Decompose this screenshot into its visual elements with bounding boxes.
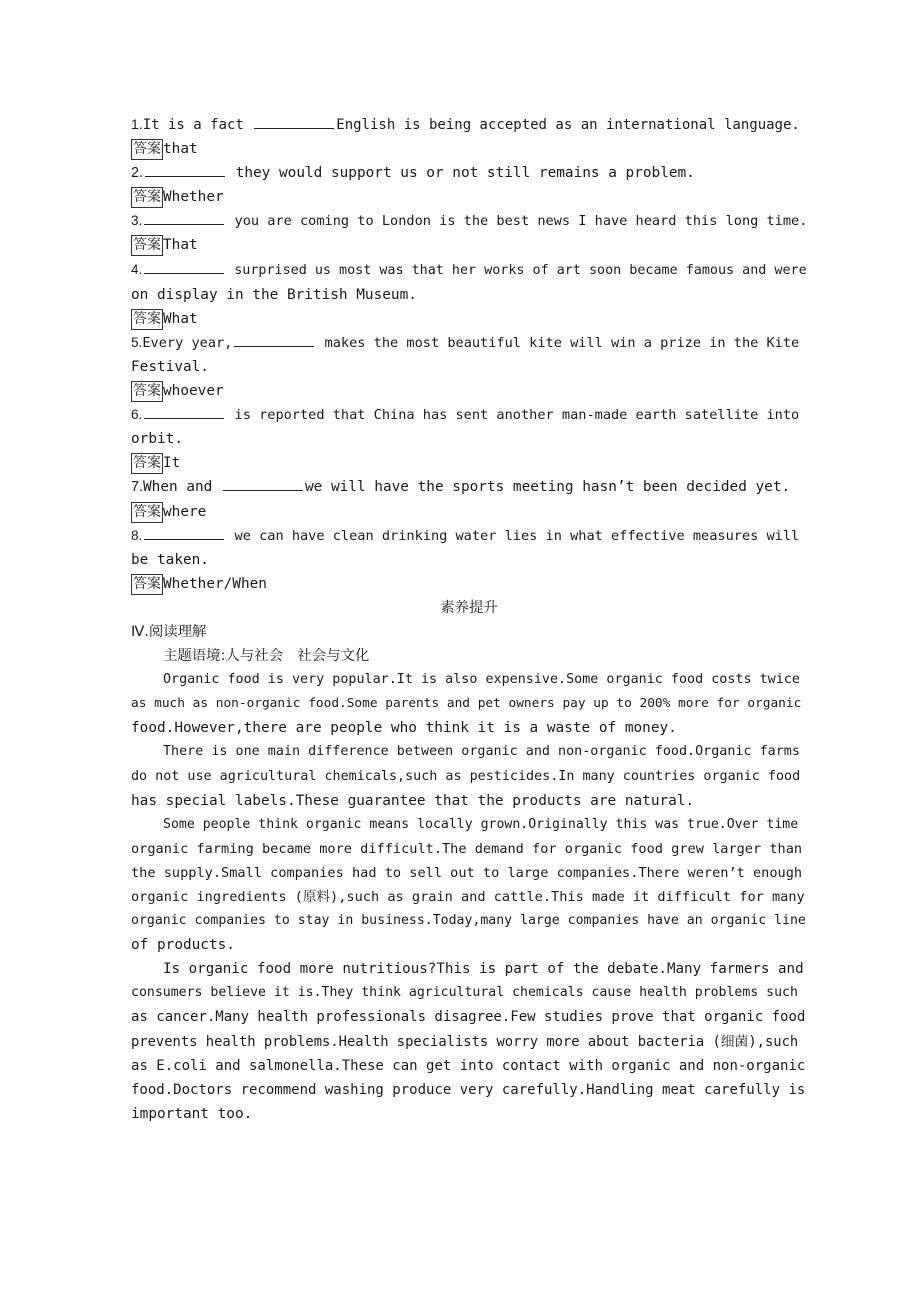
answer-tag: 答案 bbox=[131, 453, 163, 474]
question-6-continued: orbit. bbox=[131, 431, 183, 448]
theme-line: 主题语境:人与社会 社会与文化 bbox=[163, 648, 370, 665]
question-number: 1. bbox=[131, 116, 143, 132]
answer-5 bbox=[131, 379, 807, 403]
answer-text: where bbox=[163, 503, 207, 520]
question-number: 4. bbox=[131, 261, 143, 277]
answer-text: Whether bbox=[163, 189, 224, 206]
answer-text: What bbox=[163, 310, 198, 327]
answer-blank bbox=[144, 211, 224, 225]
answer-tag: 答案 bbox=[131, 187, 163, 208]
question-5 bbox=[131, 331, 807, 355]
question-number: 6. bbox=[131, 407, 143, 423]
question-text-after: you are coming to London is the best news I have heard this long time. bbox=[226, 213, 808, 230]
paragraph-line: There is one main difference between organic and non-organic food.Organic farms bbox=[163, 744, 800, 760]
question-number: 2. bbox=[131, 165, 144, 182]
paragraph-2 bbox=[131, 740, 807, 812]
answer-2 bbox=[131, 185, 807, 209]
answer-tag: 答案 bbox=[131, 574, 163, 595]
paragraph-line: as much as non-organic food.Some parents and pet owners pay up to 200% more for organic bbox=[131, 696, 802, 712]
question-text-after: is reported that China has sent another man-made earth satellite into bbox=[226, 407, 800, 424]
answer-blank bbox=[254, 115, 334, 129]
question-7 bbox=[131, 475, 807, 499]
answer-tag: 答案 bbox=[131, 309, 163, 330]
page-content bbox=[131, 112, 807, 1126]
paragraph-line: food.Doctors recommend washing produce very carefully.Handling meat carefully is bbox=[131, 1081, 806, 1098]
answer-text: That bbox=[163, 237, 198, 254]
paragraph-line: do not use agricultural chemicals,such as pesticides.In many countries organic food bbox=[131, 768, 801, 784]
question-5-continued: Festival. bbox=[131, 358, 209, 375]
question-1 bbox=[131, 112, 807, 137]
question-8-continued: be taken. bbox=[131, 551, 209, 568]
answer-tag: 答案 bbox=[131, 139, 163, 160]
answer-7 bbox=[131, 500, 807, 524]
passage bbox=[131, 668, 807, 1126]
paragraph-1 bbox=[131, 668, 807, 740]
question-6 bbox=[131, 403, 807, 427]
paragraph-4 bbox=[131, 957, 807, 1126]
paragraph-line: Organic food is very popular.It is also expensive.Some organic food costs twice bbox=[163, 672, 800, 688]
paragraph-line: of products. bbox=[131, 937, 235, 954]
question-text-before: Every year, bbox=[142, 334, 233, 351]
question-text-after: they would support us or not still remains a problem. bbox=[227, 165, 695, 182]
question-text-after: we will have the sports meeting hasn’t been decided yet. bbox=[305, 479, 791, 496]
answer-8 bbox=[131, 572, 807, 596]
question-number: 7. bbox=[131, 479, 144, 496]
answer-text: that bbox=[163, 141, 198, 158]
question-8 bbox=[131, 524, 807, 548]
question-text-after: we can have clean drinking water lies in what effective measures will bbox=[226, 527, 800, 544]
paragraph-line: food.However,there are people who think it is a waste of money. bbox=[131, 720, 677, 737]
answer-blank bbox=[144, 526, 224, 540]
paragraph-line: has special labels.These guarantee that the products are natural. bbox=[131, 792, 695, 809]
answer-tag: 答案 bbox=[131, 381, 163, 402]
answer-blank bbox=[144, 260, 224, 274]
question-text-before: It is a fact bbox=[142, 117, 253, 133]
question-text-after: English is being accepted as an international language. bbox=[336, 117, 800, 133]
answer-6 bbox=[131, 451, 807, 475]
question-4-continued: on display in the British Museum. bbox=[131, 286, 417, 303]
paragraph-line: organic ingredients (原料),such as grain and cattle.This made it difficult for many bbox=[131, 889, 805, 905]
answer-blank bbox=[144, 405, 224, 419]
paragraph-line: as cancer.Many health professionals disagree.Few studies prove that organic food bbox=[131, 1009, 806, 1026]
question-number: 5. bbox=[131, 334, 143, 350]
part-title: Ⅳ.阅读理解 bbox=[131, 623, 207, 640]
answer-blank bbox=[145, 163, 225, 177]
paragraph-3 bbox=[131, 813, 807, 958]
paragraph-line: the supply.Small companies had to sell out to large companies.There weren’t enough bbox=[131, 864, 803, 881]
paragraph-line: important too. bbox=[131, 1105, 253, 1122]
answer-tag: 答案 bbox=[131, 235, 163, 256]
question-text-before: When and bbox=[143, 479, 221, 496]
answer-4 bbox=[131, 307, 807, 331]
question-4 bbox=[131, 258, 807, 283]
answer-blank bbox=[234, 333, 314, 347]
answer-text: whoever bbox=[163, 383, 224, 400]
paragraph-line: organic companies to stay in business.Today,many large companies have an organic line bbox=[131, 913, 806, 929]
answer-blank bbox=[223, 477, 303, 491]
paragraph-line: as E.coli and salmonella.These can get into contact with organic and non-organic bbox=[131, 1057, 806, 1074]
question-2 bbox=[131, 161, 807, 185]
paragraph-line: consumers believe it is.They think agricultural chemicals cause health problems such bbox=[131, 985, 798, 1001]
paragraph-line: Some people think organic means locally grown.Originally this was true.Over time bbox=[163, 816, 799, 832]
question-text-after: surprised us most was that her works of art soon became famous and were bbox=[226, 262, 807, 278]
question-3 bbox=[131, 209, 807, 233]
answer-3 bbox=[131, 233, 807, 257]
question-number: 3. bbox=[131, 213, 143, 229]
section-title: 素养提升 bbox=[440, 599, 498, 616]
answer-text: It bbox=[163, 455, 181, 472]
question-text-after: makes the most beautiful kite will win a prize in the Kite bbox=[316, 334, 800, 351]
paragraph-line: Is organic food more nutritious?This is part of the debate.Many farmers and bbox=[163, 961, 804, 978]
question-number: 8. bbox=[131, 527, 143, 543]
answer-text: Whether/When bbox=[163, 575, 267, 592]
answer-1 bbox=[131, 137, 807, 161]
paragraph-line: organic farming became more difficult.The demand for organic food grew larger than bbox=[131, 840, 803, 857]
paragraph-line: prevents health problems.Health specialists worry more about bacteria (细菌),such bbox=[131, 1033, 799, 1050]
answer-tag: 答案 bbox=[131, 502, 163, 523]
